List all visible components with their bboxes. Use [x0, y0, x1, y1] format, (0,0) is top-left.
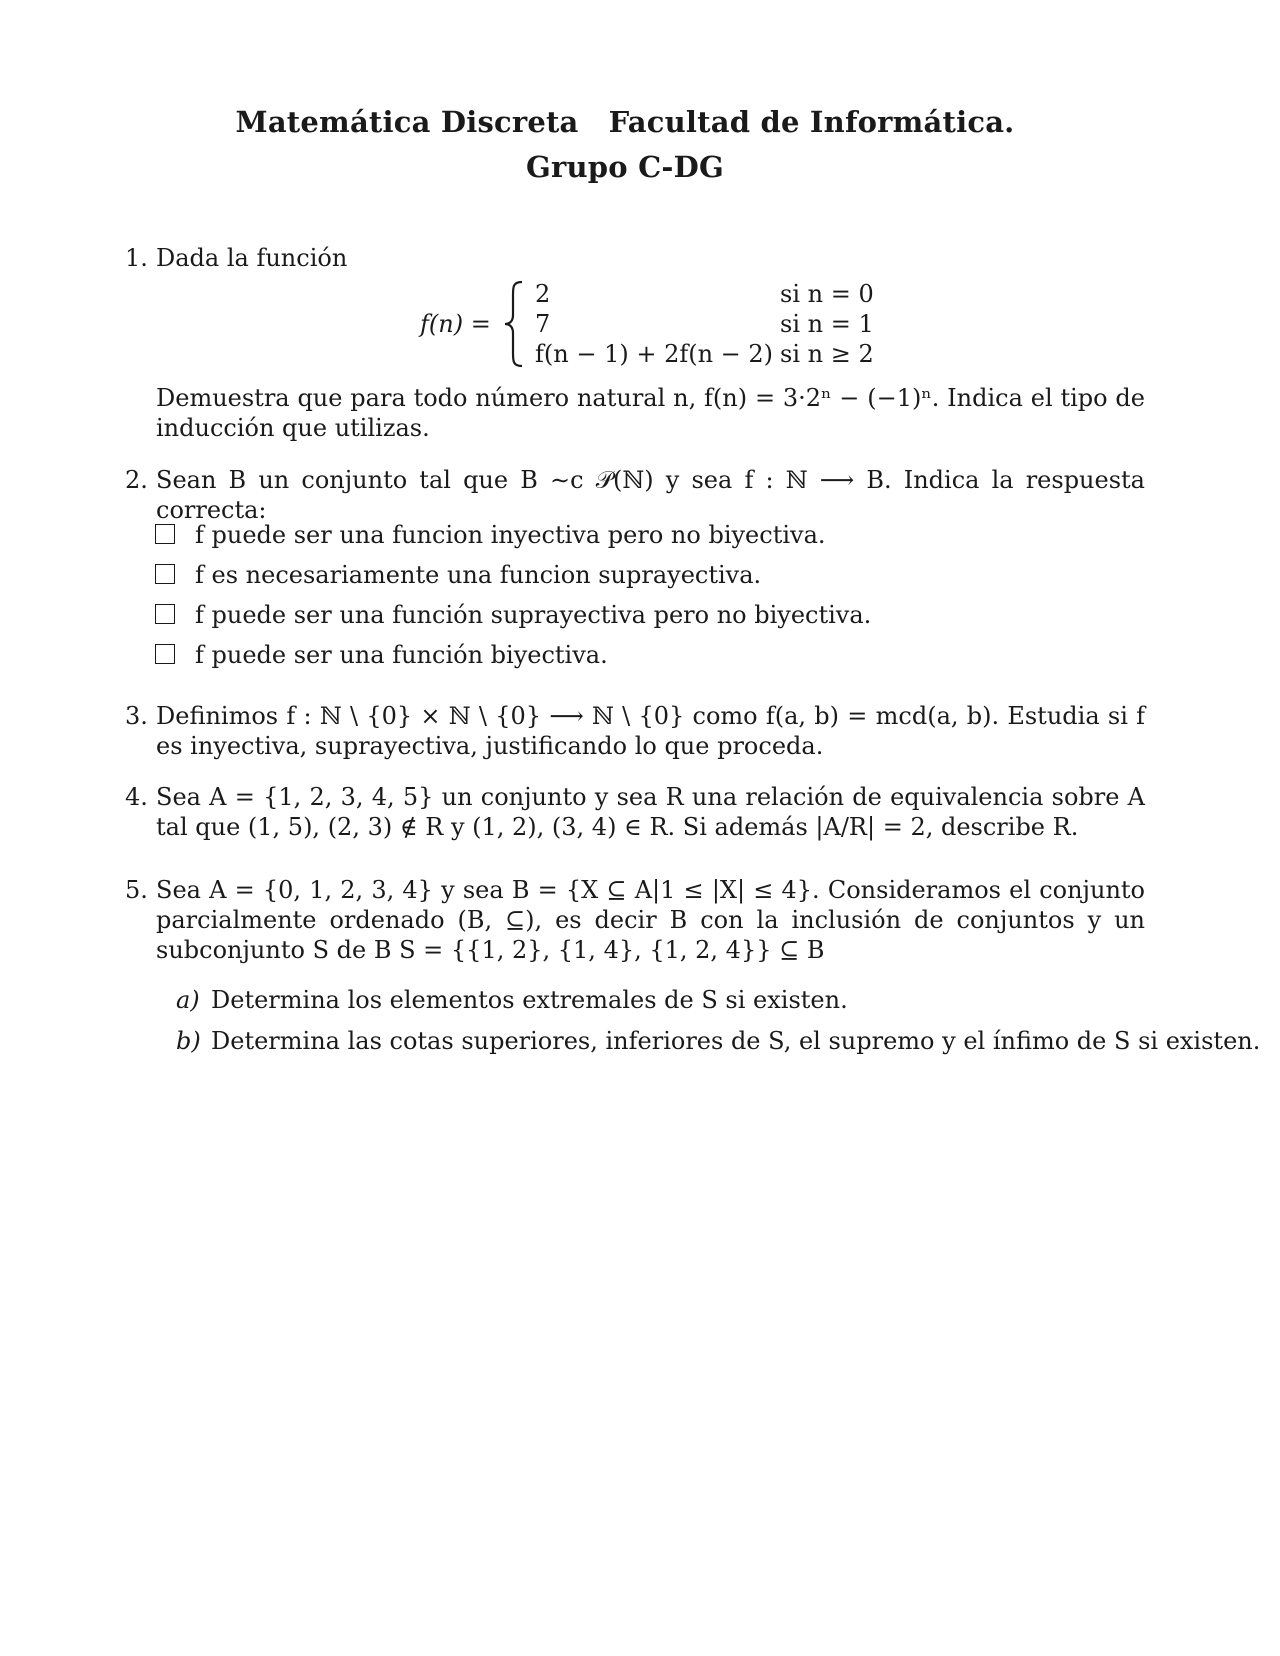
piecewise-condition: si n ≥ 2: [780, 340, 874, 368]
exercise-number: 4.: [125, 783, 148, 811]
exercise-text: Sea A = {0, 1, 2, 3, 4} y sea B = {X ⊆ A|1 ≤ |X| ≤ 4}. Consideramos el conjunto parcialmente ordenado (B, ⊆), es decir B con la inclusión de conjuntos y un subconjunto S de B S = {{1, 2}, {1, 4}, {1, 2, 4}} ⊆ B: [156, 876, 1145, 964]
option-label: f es necesariamente una funcion suprayectiva.: [195, 561, 762, 589]
exercise-text: Demuestra que para todo número natural n, f(n) = 3·2ⁿ − (−1)ⁿ. Indica el tipo de inducción que utilizas.: [156, 384, 1145, 442]
checkbox[interactable]: [155, 604, 175, 624]
exercise-number: 5.: [125, 876, 148, 904]
option-label: f puede ser una función suprayectiva pero no biyectiva.: [195, 601, 872, 629]
piecewise-row: [535, 339, 895, 369]
exercise-1: [125, 243, 1145, 273]
checkbox[interactable]: [155, 644, 175, 664]
exercise-number: 3.: [125, 702, 148, 730]
subitem-text: Determina los elementos extremales de S si existen.: [211, 986, 848, 1014]
exercise-intro: Dada la función: [156, 244, 348, 272]
piecewise-rows: [535, 279, 895, 369]
checkbox[interactable]: [155, 524, 175, 544]
piecewise-row: [535, 279, 895, 309]
checkbox[interactable]: [155, 564, 175, 584]
exercise-text: Sean B un conjunto tal que B ∼c 𝒫(ℕ) y sea f : ℕ ⟶ B. Indica la respuesta correcta:: [156, 466, 1145, 524]
exercise-text: Sea A = {1, 2, 3, 4, 5} un conjunto y sea R una relación de equivalencia sobre A tal que (1, 5), (2, 3) ∉ R y (1, 2), (3, 4) ∈ R. Si además |A/R| = 2, describe R.: [156, 783, 1145, 841]
piecewise-condition: si n = 0: [780, 280, 874, 308]
exercise-1-statement: [125, 383, 1145, 443]
piecewise-value: f(n − 1) + 2f(n − 2): [535, 340, 774, 368]
exercise-4: [125, 782, 1145, 842]
exercise-2: [125, 465, 1145, 525]
piecewise-condition: si n = 1: [780, 310, 874, 338]
option-label: f puede ser una funcion inyectiva pero no biyectiva.: [195, 521, 826, 549]
piecewise-lhs: f(n) =: [420, 310, 491, 338]
exercise-number: 1.: [125, 244, 148, 272]
piecewise-value: 2: [535, 280, 551, 308]
subitem-label: b): [176, 1027, 201, 1055]
exercise-5: [125, 875, 1145, 965]
left-brace-icon: [502, 279, 528, 369]
course-title: Matemática Discreta: [235, 105, 579, 139]
piecewise-value: 7: [535, 310, 551, 338]
piecewise-row: [535, 309, 895, 339]
exercise-text: Definimos f : ℕ \ {0} × ℕ \ {0} ⟶ ℕ \ {0} como f(a, b) = mcd(a, b). Estudia si f es inyectiva, suprayectiva, justificando lo que proceda.: [156, 702, 1145, 760]
exercise-number: 2.: [125, 466, 148, 494]
subitem-label: a): [176, 986, 200, 1014]
subitem-text: Determina las cotas superiores, inferiores de S, el supremo y el ínfimo de S si existen.: [211, 1027, 1261, 1055]
header-line: [0, 105, 1250, 139]
option-label: f puede ser una función biyectiva.: [195, 641, 608, 669]
exercise-3: [125, 701, 1145, 761]
faculty-title: Facultad de Informática.: [608, 105, 1015, 139]
group-title: Grupo C-DG: [526, 150, 724, 184]
